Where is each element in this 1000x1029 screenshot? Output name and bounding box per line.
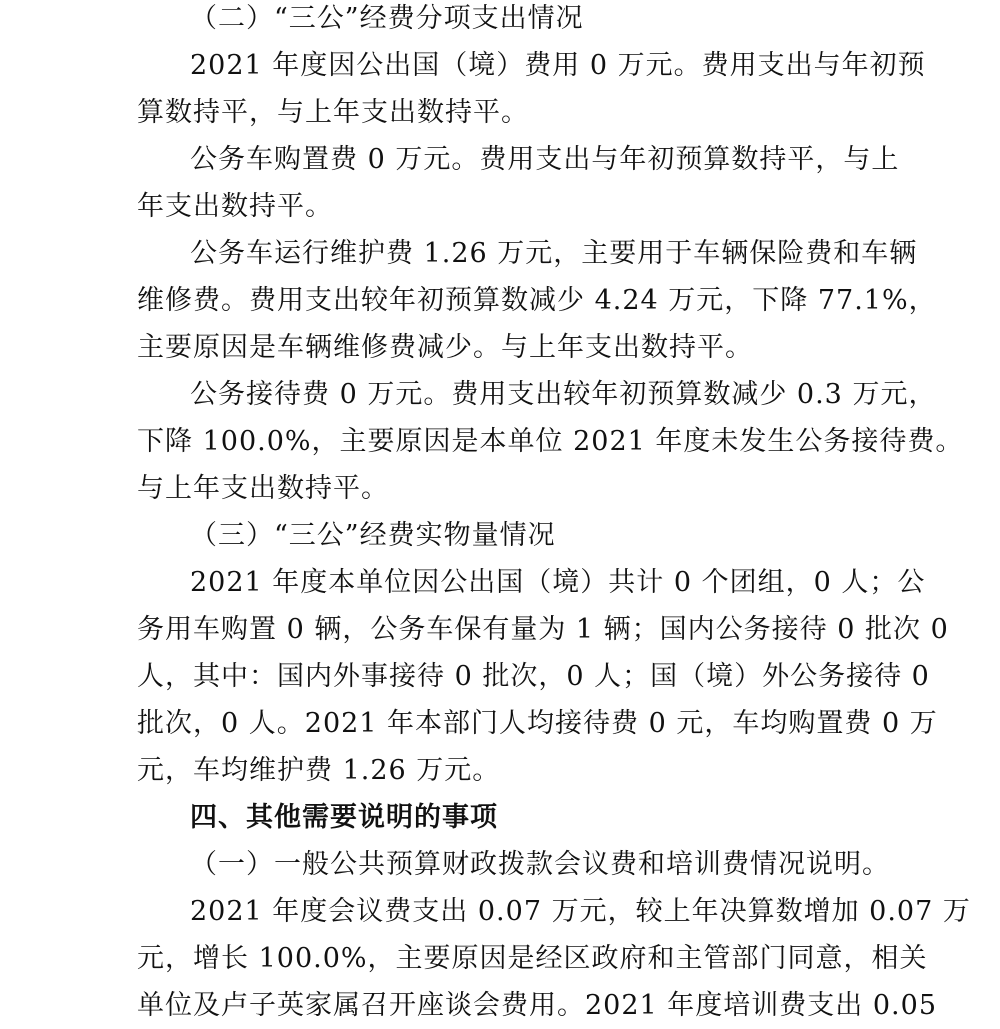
- paragraph-line: 2021 年度会议费支出 0.07 万元，较上年决算数增加 0.07 万: [190, 896, 971, 927]
- paragraph-line: 单位及卢子英家属召开座谈会费用。2021 年度培训费支出 0.05: [137, 990, 937, 1021]
- paragraph-line: 2021 年度本单位因公出国（境）共计 0 个团组，0 人；公: [190, 567, 926, 598]
- section-heading-4: 四、其他需要说明的事项: [190, 802, 498, 833]
- subsection-heading-3: （三）“三公”经费实物量情况: [190, 520, 556, 551]
- paragraph-line: 务用车购置 0 辆，公务车保有量为 1 辆；国内公务接待 0 批次 0: [137, 614, 949, 645]
- paragraph-line: 公务车购置费 0 万元。费用支出与年初预算数持平，与上: [190, 144, 900, 175]
- subsection-heading-4-1: （一）一般公共预算财政拨款会议费和培训费情况说明。: [190, 849, 890, 880]
- paragraph-line: 批次，0 人。2021 年本部门人均接待费 0 元，车均购置费 0 万: [137, 708, 938, 739]
- paragraph-line: 人，其中：国内外事接待 0 批次，0 人；国（境）外公务接待 0: [137, 661, 930, 692]
- paragraph-line: 公务车运行维护费 1.26 万元，主要用于车辆保险费和车辆: [190, 238, 918, 269]
- paragraph-line: 元，车均维护费 1.26 万元。: [137, 755, 501, 786]
- paragraph-line: 2021 年度因公出国（境）费用 0 万元。费用支出与年初预: [190, 50, 926, 81]
- paragraph-line: 公务接待费 0 万元。费用支出较年初预算数减少 0.3 万元，: [190, 379, 937, 410]
- paragraph-line: 年支出数持平。: [137, 191, 333, 222]
- paragraph-line: 维修费。费用支出较年初预算数减少 4.24 万元，下降 77.1%，: [137, 285, 937, 316]
- paragraph-line: 与上年支出数持平。: [137, 473, 389, 504]
- paragraph-line: 下降 100.0%，主要原因是本单位 2021 年度未发生公务接待费。: [137, 426, 964, 457]
- paragraph-line: 算数持平，与上年支出数持平。: [137, 97, 529, 128]
- paragraph-line: 主要原因是车辆维修费减少。与上年支出数持平。: [137, 332, 753, 363]
- paragraph-line: 元，增长 100.0%，主要原因是经区政府和主管部门同意，相关: [137, 943, 928, 974]
- subsection-heading-2: （二）“三公”经费分项支出情况: [190, 3, 584, 34]
